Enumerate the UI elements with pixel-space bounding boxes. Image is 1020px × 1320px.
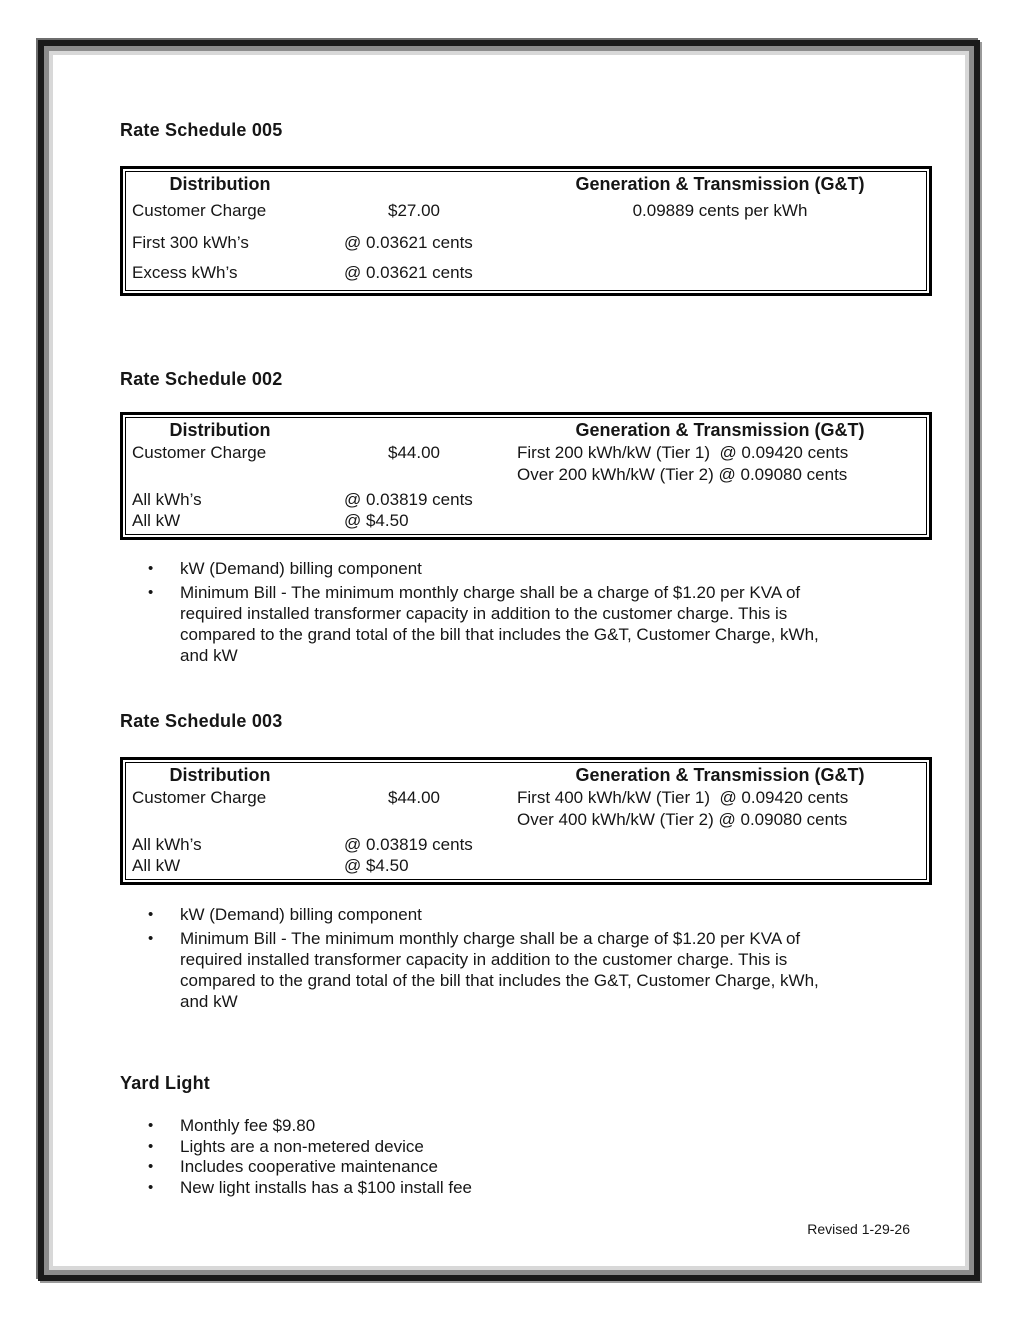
table-row bbox=[126, 809, 926, 830]
bullet-item bbox=[148, 1116, 908, 1137]
bullet-line: Minimum Bill - The minimum monthly charge shall be a charge of $1.20 per KVA of bbox=[180, 929, 801, 948]
bullet-text bbox=[180, 582, 819, 666]
bullet-line: New light installs has a $100 install fee bbox=[180, 1177, 472, 1197]
row-value: $27.00 bbox=[388, 201, 440, 220]
row-value: @ $4.50 bbox=[344, 510, 409, 530]
bullet-icon: • bbox=[148, 930, 154, 947]
row-label: Customer Charge bbox=[132, 442, 267, 462]
rate-table-005 bbox=[120, 166, 932, 296]
bullet-icon: • bbox=[148, 560, 154, 577]
bullet-text bbox=[180, 904, 422, 925]
row-label: All kWh’s bbox=[132, 489, 202, 509]
distribution-header: Distribution bbox=[169, 419, 271, 440]
row-label: Customer Charge bbox=[132, 787, 267, 807]
bullet-line: kW (Demand) billing component bbox=[180, 559, 422, 578]
table-row bbox=[126, 259, 926, 287]
bullet-item bbox=[148, 1157, 908, 1178]
row-label: Customer Charge bbox=[132, 201, 267, 220]
table-row bbox=[126, 227, 926, 259]
row-value: @ 0.03621 cents bbox=[344, 263, 473, 282]
row-value: $44.00 bbox=[388, 442, 440, 462]
gt-header: Generation & Transmission (G&T) bbox=[575, 764, 865, 785]
bullet-line: required installed transformer capacity in addition to the customer charge. This is bbox=[180, 604, 788, 623]
bullet-line: Includes cooperative maintenance bbox=[180, 1157, 438, 1176]
gt-header: Generation & Transmission (G&T) bbox=[575, 419, 865, 440]
row-label: All kW bbox=[132, 510, 181, 530]
bullet-item bbox=[148, 1178, 908, 1199]
table-row bbox=[126, 441, 926, 464]
rate-table-003 bbox=[120, 757, 932, 885]
row-gt-value: Over 200 kWh/kW (Tier 2) @ 0.09080 cents bbox=[517, 464, 848, 484]
row-value: $44.00 bbox=[388, 787, 440, 807]
section-title-rate-schedule-002: Rate Schedule 002 bbox=[120, 369, 283, 389]
bullet-icon: • bbox=[148, 906, 154, 923]
bullet-line: and kW bbox=[180, 646, 238, 665]
row-value: @ 0.03819 cents bbox=[344, 834, 473, 854]
table-row bbox=[126, 464, 926, 485]
table-row bbox=[126, 786, 926, 809]
row-gt-value: Over 400 kWh/kW (Tier 2) @ 0.09080 cents bbox=[517, 809, 848, 829]
table-header-row bbox=[126, 419, 926, 441]
bullet-text bbox=[180, 1137, 424, 1158]
table-row bbox=[126, 855, 926, 876]
distribution-header: Distribution bbox=[169, 173, 271, 194]
distribution-header: Distribution bbox=[169, 764, 271, 785]
bullet-item bbox=[148, 582, 908, 666]
bullet-text bbox=[180, 558, 422, 579]
bullet-list-003 bbox=[148, 904, 908, 1012]
row-label: All kW bbox=[132, 855, 181, 875]
section-title-rate-schedule-003: Rate Schedule 003 bbox=[120, 711, 283, 731]
row-label: First 300 kWh’s bbox=[132, 233, 249, 252]
table-row bbox=[126, 834, 926, 855]
bullet-icon: • bbox=[148, 1137, 154, 1155]
gt-header: Generation & Transmission (G&T) bbox=[575, 173, 865, 194]
bullet-line: kW (Demand) billing component bbox=[180, 905, 422, 924]
bullet-icon: • bbox=[148, 1158, 154, 1175]
bullet-icon: • bbox=[148, 584, 154, 601]
table-header-row bbox=[126, 764, 926, 786]
rate-table-002 bbox=[120, 412, 932, 540]
revision-note: Revised 1-29-26 bbox=[807, 1221, 910, 1237]
bullet-icon: • bbox=[148, 1178, 154, 1196]
bullet-line: Monthly fee $9.80 bbox=[180, 1116, 316, 1135]
row-gt-value: 0.09889 cents per kWh bbox=[632, 201, 808, 220]
bullet-line: required installed transformer capacity in addition to the customer charge. This is bbox=[180, 950, 788, 969]
row-gt-value: First 200 kWh/kW (Tier 1) @ 0.09420 cents bbox=[517, 442, 849, 462]
bullet-text bbox=[180, 1178, 472, 1199]
section-title-yard-light: Yard Light bbox=[120, 1073, 211, 1093]
table-row bbox=[126, 510, 926, 531]
bullet-item bbox=[148, 928, 908, 1012]
bullet-item bbox=[148, 558, 908, 579]
section-title-rate-schedule-005: Rate Schedule 005 bbox=[120, 120, 283, 140]
bullet-text bbox=[180, 1157, 438, 1178]
bullet-icon: • bbox=[148, 1117, 154, 1134]
bullet-line: compared to the grand total of the bill that includes the G&T, Customer Charge, kWh, bbox=[180, 971, 819, 990]
bullet-line: compared to the grand total of the bill that includes the G&T, Customer Charge, kWh, bbox=[180, 625, 819, 644]
rate-table-005-inner bbox=[125, 171, 927, 291]
row-gt-value: First 400 kWh/kW (Tier 1) @ 0.09420 cents bbox=[517, 787, 849, 807]
bullet-line: Lights are a non-metered device bbox=[180, 1136, 424, 1156]
bullet-line: Minimum Bill - The minimum monthly charge shall be a charge of $1.20 per KVA of bbox=[180, 583, 801, 602]
rate-table-003-inner bbox=[125, 762, 927, 880]
table-row bbox=[126, 489, 926, 510]
row-value: @ 0.03621 cents bbox=[344, 233, 473, 252]
bullet-text bbox=[180, 1116, 315, 1137]
table-header-row bbox=[126, 173, 926, 195]
row-value: @ 0.03819 cents bbox=[344, 489, 473, 509]
bullet-list-002 bbox=[148, 558, 908, 666]
table-row bbox=[126, 195, 926, 227]
row-label: All kWh’s bbox=[132, 834, 202, 854]
rate-table-002-inner bbox=[125, 417, 927, 535]
bullet-item bbox=[148, 904, 908, 925]
row-value: @ $4.50 bbox=[344, 855, 409, 875]
bullet-text bbox=[180, 928, 819, 1012]
bullet-list-yard-light bbox=[148, 1116, 908, 1198]
bullet-item bbox=[148, 1137, 908, 1158]
bullet-line: and kW bbox=[180, 992, 238, 1011]
row-label: Excess kWh’s bbox=[132, 263, 238, 282]
